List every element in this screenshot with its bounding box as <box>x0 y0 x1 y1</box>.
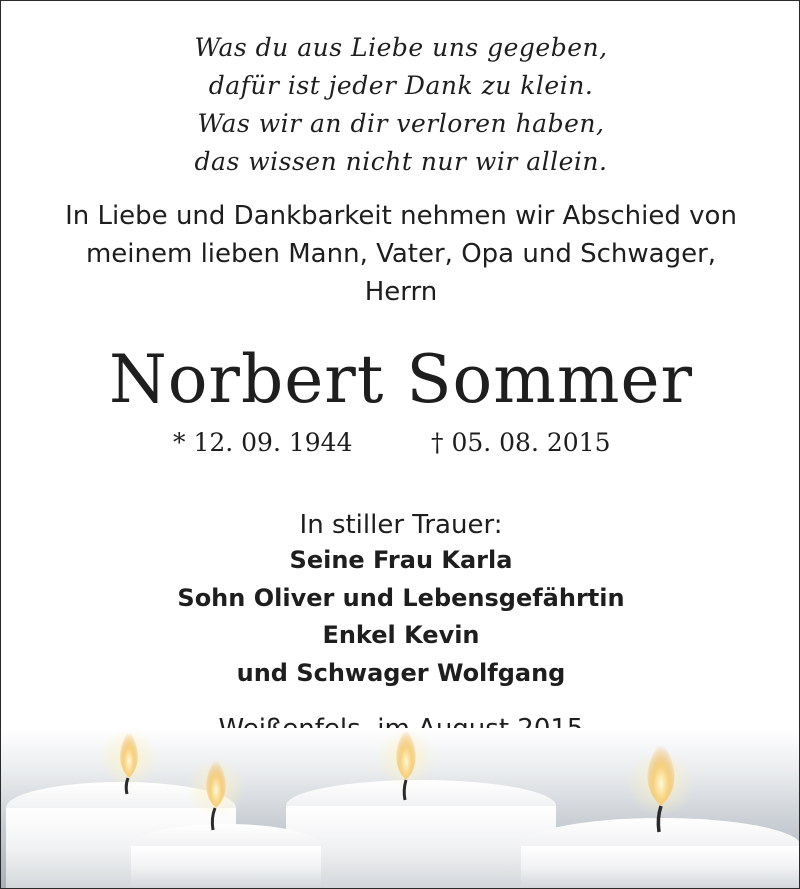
mourner-name: Enkel Kevin <box>322 621 480 649</box>
mourner-name: Sohn Oliver und Lebensgefährtin <box>177 583 625 612</box>
mourners-list <box>1 542 800 692</box>
intro-line: In Liebe und Dankbarkeit nehmen wir Abschied von <box>65 201 737 231</box>
memorial-poem <box>1 29 800 181</box>
poem-line: das wissen nicht nur wir allein. <box>194 147 608 176</box>
poem-line: dafür ist jeder Dank zu klein. <box>208 71 594 100</box>
mourner-name: Seine Frau Karla <box>289 546 513 574</box>
poem-line: Was wir an dir verloren haben, <box>197 109 605 138</box>
candles-icon <box>1 728 800 888</box>
mourners-heading: In stiller Trauer: <box>299 510 503 540</box>
intro-line: Herrn <box>364 277 438 307</box>
intro-line: meinem lieben Mann, Vater, Opa und Schwager, <box>85 239 717 269</box>
mourner-name: und Schwager Wolfgang <box>236 658 566 687</box>
birth-date: * 12. 09. 1944 <box>173 428 353 457</box>
deceased-name: Norbert Sommer <box>108 341 694 418</box>
farewell-intro <box>1 197 800 311</box>
poem-line: Was du aus Liebe uns gegeben, <box>194 33 608 62</box>
death-date: † 05. 08. 2015 <box>431 428 611 457</box>
